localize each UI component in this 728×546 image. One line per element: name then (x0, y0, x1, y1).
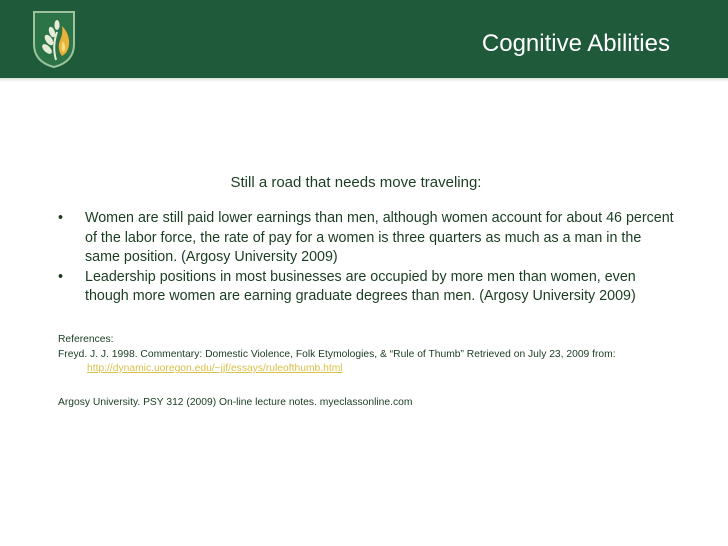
slide-title: Cognitive Abilities (481, 30, 670, 57)
bullet-marker: • (58, 210, 64, 226)
subtitle-text: Still a road that needs move traveling: (230, 174, 482, 191)
bullet-item (58, 209, 678, 268)
header-bar (0, 0, 728, 78)
header-divider (0, 78, 728, 82)
references-heading: References: (58, 334, 114, 345)
references-section (58, 333, 698, 410)
bullet-marker: • (58, 268, 64, 285)
bullet-item (58, 268, 678, 307)
bullet-list (58, 209, 678, 307)
reference-entry (58, 348, 698, 377)
reference-text: Freyd. J. J. 1998. Commentary: Domestic Violence, Folk Etymologies, & “Rule of Thumb” Retrieved on July 23, 2009 from: (58, 348, 616, 360)
reference-link[interactable]: http://dynamic.uoregon.edu/~jjf/essays/ruleofthumb.html (87, 363, 343, 374)
bullet-text: Leadership positions in most businesses are occupied by more men than women, even though more women are earning graduate degrees than men. (Argosy University 2009) (85, 268, 636, 304)
bullet-text: Women are still paid lower earnings than men, although women account for about 46 percent of the labor force, the rate of pay for a women is three quarters as much as a man in the same position. (Argosy University 2009) (85, 210, 674, 265)
wheat-flame-shield-icon (32, 10, 76, 68)
reference-entry: Argosy University. PSY 312 (2009) On-line lecture notes. myeclassonline.com (58, 396, 413, 408)
slide-subtitle (0, 174, 728, 191)
